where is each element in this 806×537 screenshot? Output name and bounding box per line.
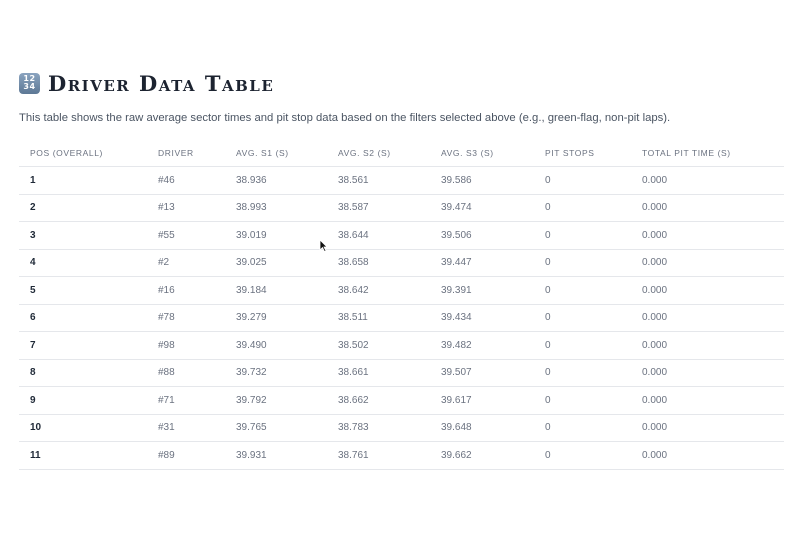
cell-avg-s1: 39.490 [225,332,327,360]
cell-total-pit-time: 0.000 [631,387,784,415]
cell-avg-s3: 39.506 [430,222,534,250]
cell-pos: 4 [19,249,147,277]
driver-data-section [19,70,784,470]
cell-avg-s2: 38.561 [327,167,430,195]
cell-pit-stops: 0 [534,304,631,332]
cell-avg-s3: 39.648 [430,414,534,442]
cell-avg-s3: 39.474 [430,194,534,222]
cell-total-pit-time: 0.000 [631,222,784,250]
cell-pit-stops: 0 [534,387,631,415]
table-row [19,442,784,470]
cell-total-pit-time: 0.000 [631,414,784,442]
cell-pos: 9 [19,387,147,415]
cell-avg-s2: 38.587 [327,194,430,222]
table-row [19,277,784,305]
cell-pos: 7 [19,332,147,360]
column-header-total-pit-time: TOTAL PIT TIME (S) [631,140,784,167]
table-row [19,194,784,222]
table-row [19,332,784,360]
cell-pos: 5 [19,277,147,305]
cell-driver: #78 [147,304,225,332]
cell-avg-s2: 38.662 [327,387,430,415]
cell-pos: 8 [19,359,147,387]
cell-driver: #31 [147,414,225,442]
table-row [19,304,784,332]
table-row [19,414,784,442]
column-header-driver: DRIVER [147,140,225,167]
section-description: This table shows the raw average sector times and pit stop data based on the filters selected above (e.g., green-flag, non-pit laps). [19,112,671,124]
cell-avg-s1: 39.732 [225,359,327,387]
cell-avg-s2: 38.761 [327,442,430,470]
cell-avg-s3: 39.507 [430,359,534,387]
cell-avg-s2: 38.658 [327,249,430,277]
cell-total-pit-time: 0.000 [631,167,784,195]
cell-driver: #13 [147,194,225,222]
cell-avg-s1: 39.184 [225,277,327,305]
column-header-pit-stops: PIT STOPS [534,140,631,167]
cell-total-pit-time: 0.000 [631,359,784,387]
section-header [19,70,784,96]
cell-avg-s2: 38.511 [327,304,430,332]
cell-driver: #88 [147,359,225,387]
cell-pit-stops: 0 [534,222,631,250]
cell-driver: #71 [147,387,225,415]
cell-pit-stops: 0 [534,332,631,360]
table-header-row [19,140,784,167]
icon-glyph-bottom: 34 [23,82,36,91]
cell-avg-s3: 39.617 [430,387,534,415]
cell-pos: 2 [19,194,147,222]
cell-avg-s2: 38.644 [327,222,430,250]
cell-pos: 6 [19,304,147,332]
cell-avg-s2: 38.661 [327,359,430,387]
cell-avg-s1: 38.993 [225,194,327,222]
cell-pos: 10 [19,414,147,442]
cell-avg-s3: 39.434 [430,304,534,332]
table-row [19,249,784,277]
cell-avg-s3: 39.586 [430,167,534,195]
cell-avg-s3: 39.391 [430,277,534,305]
column-header-avg-s2: AVG. S2 (S) [327,140,430,167]
cell-driver: #16 [147,277,225,305]
table-row [19,387,784,415]
table-row [19,222,784,250]
input-numbers-icon [19,73,40,94]
cell-avg-s1: 39.025 [225,249,327,277]
cell-pit-stops: 0 [534,442,631,470]
cell-total-pit-time: 0.000 [631,249,784,277]
cell-pit-stops: 0 [534,414,631,442]
cell-pos: 1 [19,167,147,195]
cell-pos: 3 [19,222,147,250]
cell-total-pit-time: 0.000 [631,304,784,332]
column-header-avg-s1: AVG. S1 (S) [225,140,327,167]
cell-total-pit-time: 0.000 [631,277,784,305]
icon-glyph-top: 12 [23,73,36,83]
cell-avg-s3: 39.662 [430,442,534,470]
cell-avg-s1: 39.931 [225,442,327,470]
column-header-avg-s3: AVG. S3 (S) [430,140,534,167]
cell-pit-stops: 0 [534,249,631,277]
cell-pit-stops: 0 [534,277,631,305]
cell-avg-s2: 38.642 [327,277,430,305]
cell-driver: #98 [147,332,225,360]
table-row [19,359,784,387]
cell-total-pit-time: 0.000 [631,442,784,470]
cell-pos: 11 [19,442,147,470]
mouse-cursor-icon [319,239,328,252]
column-header-pos: POS (OVERALL) [19,140,147,167]
cell-avg-s1: 39.019 [225,222,327,250]
cell-driver: #89 [147,442,225,470]
cell-avg-s3: 39.482 [430,332,534,360]
table-row [19,167,784,195]
cell-avg-s3: 39.447 [430,249,534,277]
cell-total-pit-time: 0.000 [631,194,784,222]
cell-driver: #2 [147,249,225,277]
cell-pit-stops: 0 [534,167,631,195]
cell-avg-s1: 39.765 [225,414,327,442]
cell-avg-s1: 38.936 [225,167,327,195]
cell-avg-s1: 39.279 [225,304,327,332]
cell-driver: #46 [147,167,225,195]
section-title: Driver Data Table [48,70,275,96]
cell-pit-stops: 0 [534,359,631,387]
cell-avg-s2: 38.783 [327,414,430,442]
cell-driver: #55 [147,222,225,250]
cell-avg-s2: 38.502 [327,332,430,360]
driver-data-table [19,140,784,470]
cell-total-pit-time: 0.000 [631,332,784,360]
cell-pit-stops: 0 [534,194,631,222]
cell-avg-s1: 39.792 [225,387,327,415]
